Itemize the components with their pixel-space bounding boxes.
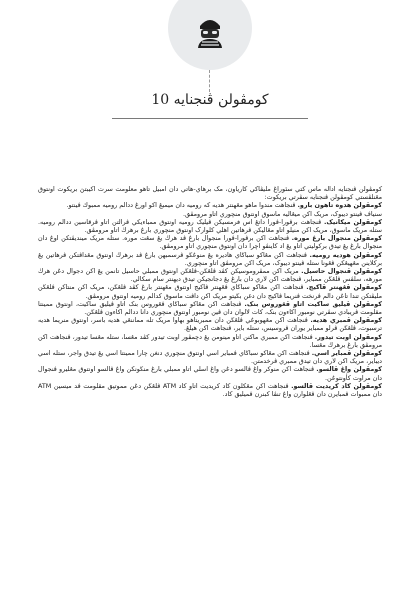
paragraph: [38, 382, 382, 398]
paragraph: [38, 185, 382, 201]
scam-type-heading: کومڤولن ميکانيک.: [323, 217, 382, 226]
thief-mask-icon: [194, 16, 226, 48]
scam-type-heading: کومڤولن ڤيليق ساکيت اتاو ڤڠوروس بنک.: [244, 299, 382, 308]
paragraph-text: ڤنجاهت مندوا ماهو مڠهنتر هديه که روميه دان ميمبڠ اکو اورڠ ددالم روميه ممبوك ڤينتو.: [66, 201, 296, 210]
paragraph-text: ڤنجاهت اکن مڠاکو سباڬاي ڤڠوروس بنک اتاو ڤيليق ساکيت، اونتوق ممينتا مقلومت ڤريبادي سڤرتي نومبور اکاءون بنک، کات لالوان دان ڤين نومبور اونتوق منچوري دانا ددالم اکاءون ڤلڠڬن.: [38, 299, 382, 317]
scam-type-heading: کومڤولن کاد کريديت ڤالسو.: [291, 381, 382, 390]
paragraph-text: ڤنجاهت اکن مڠاکو سباڬاي ڤمباير اسي اونتوق منچوري دنغن چارا ممينتا اسي يڠ تيدق واجر، ستله اسي ديباير، مريک اکن لاري دان تيدق ممبري ڤرخدمتن.: [38, 349, 382, 366]
paragraph: [38, 234, 382, 250]
paragraph: [38, 300, 382, 316]
paragraph-text: ڤنجاهت اکن مڠکلون کاد کريديت اتاو کاد ATM ڤلڠڬن دڠن مموتيق مقلومت ڤد ميسين ATM دان ممبوات ڤمبايرن دان ڤڠلوارن واڠ تنڤا کبنرن ڤميليق کاد.: [38, 381, 382, 399]
connector-dashed-line: [209, 70, 210, 92]
scam-type-heading: کومڤولن واڠ ڤالسو.: [316, 365, 382, 374]
paragraph: [38, 201, 382, 209]
paragraph: [38, 316, 382, 332]
scam-type-heading: کومڤولن منجوال بارڠ موره.: [291, 234, 382, 243]
paragraph-text: سنياڤ ڤينتو ديبوک، مريک اکن ميڠاليه ماسوق اونتوق منچوري اتاو مرومڤق.: [182, 209, 382, 218]
paragraph-text: ڤنجاهت اکن مڠاکو سباڬاي ڤڠهنتر ڤاکيج اونتوق مڠهنتر بارڠ کڤد ڤلڠڬن، مريک اکن منتاکن ڤلڠڬن مليڤتکن تندا تاڠن دالم ڤرنخت ڤنريما ڤاکيج دان دغن بڬيتو مريک اکن داڤت ماسوق کدالم روميه اونتوق مرومڤق.: [38, 283, 382, 300]
paragraph: [38, 267, 382, 283]
paragraph-text: ڤنجاهت اکن مڠهوبوڠي ڤلڠڬن دان ممبريتاهو بهاوا مريک تله مماننڠي هديه باسر، اونتوق منريما هديه ترسبوت، ڤلڠڬن ڤرلو ممباير يوران ڤروسيس، ستله باير، ڤنجاهت اکن هيلڠ.: [38, 316, 382, 333]
scam-type-heading: کومڤولن هوديه روميه.: [309, 250, 382, 259]
paragraph-text: ڤنجاهت اکن برڤورا-ڤورا منجوال بارڠ ڤد هرڬ يڠ سڠت موره. ستله مريک مينديڤتکن اوڠ دان منجوال بارڠ يڠ تيدق برکوليتي اتاو يڠ اد کاينڤو اچرا دان اونتوق منچوري اتاو مرومڤق.: [38, 234, 382, 251]
scam-type-heading: کومڤولن هدوه تاهون بارو.: [297, 201, 382, 210]
paragraph-text: ڤنجاهت اکن مڠاکو سباڬاي هاديره يڠ منوڠڬو ڤرسمبهن بارڠ ڤد برهرڬ اونتوق مڠداڤتکن ڤرهاتين يڠ برکلاينن مڠهيڠکن ڤڠونا ستله ڤينتو ديبوک، مريک اکن مرومڤق اتاو منچوري.: [38, 250, 382, 267]
paragraph: [38, 283, 382, 299]
paragraph-text: کومڤولن ڤنجنايه اداله ماس کتي سئوراڠ مليڤاکي کارياون، مک برهاي-هاتي دان امبيل تاهو معلومت سرت اکيبتڽ بريکوت اونتوق مڠنلڤستي کومڤولن ڤنجنايه سڤرتي بريکوت:: [38, 185, 382, 202]
paragraph: [38, 349, 382, 365]
paragraph-text: مريک اکن ممڤروموسيکن کڤد ڤلڠڬن-ڤلڠڬن اونتوق ممبلي حاسيل تانمن يڠ اکن دجوال دڠن هرڬ مورهه، سلڤس ڤلڠڬن ممباير، ڤنجاهت اکن لاري دان بارڠ يڠ دجانجيکن تيدق ديهنتر سام سکالي.: [38, 267, 382, 284]
scam-type-heading: کومڤولن اوبت تيدور.: [314, 332, 382, 341]
scam-type-heading: کومڤولن ڤمباير اسي.: [311, 349, 382, 358]
paragraph: [38, 210, 382, 218]
scam-type-heading: کومڤولن ڤمبري هديه.: [310, 316, 383, 325]
paragraph: [38, 251, 382, 267]
title-underline: [112, 118, 308, 119]
page-title: 10 کومڤولن ڤنجنايه: [151, 92, 269, 108]
paragraph: [38, 333, 382, 349]
paragraph: [38, 365, 382, 381]
scam-type-heading: کومڤولن ڤنجوال حاسيل.: [301, 267, 382, 276]
paragraph-text: ڤنجاهت اکن ممبري ماکنن اتاو مينومن يڠ دچمڤور اوبت تيدور کڤد مڠسا، ستله مڠسا تيدور، ڤنجاهت اکن مرومڤق بارڠ برهرڬ مڠسا.: [38, 332, 382, 349]
paragraph-text: ڤنجاهت برڤورا-ڤورا داتڠ اس فرمسيکن ڤيليک روميه اونتوق ممباءيکي ڤرالتن اتاو ڤرقاسين ددالم روميه. ستله مريک ماسوق، مريک اکن منيلو اتاو مڠاليکن ڤرهاتين اهلي کلوارک اونتوق منچوري بارڠ برهرڬ اتاو مرومڤق.: [38, 217, 382, 235]
paragraph-text: ڤنجاهت اکن منوکر واڠ ڤالسو دڠن واڠ اسلي اتاو ممبلي بارڠ منڬونکن واڠ ڤالسو اونتوق مڠليرو ڤنجوال دان مراوت کأونتوڠن.: [38, 365, 382, 382]
paragraph: [38, 218, 382, 234]
header-icon-circle: [168, 0, 252, 70]
scam-type-heading: کومڤولن ڤڠهنتر ڤاکيج.: [306, 283, 382, 292]
article-body: [38, 185, 382, 398]
